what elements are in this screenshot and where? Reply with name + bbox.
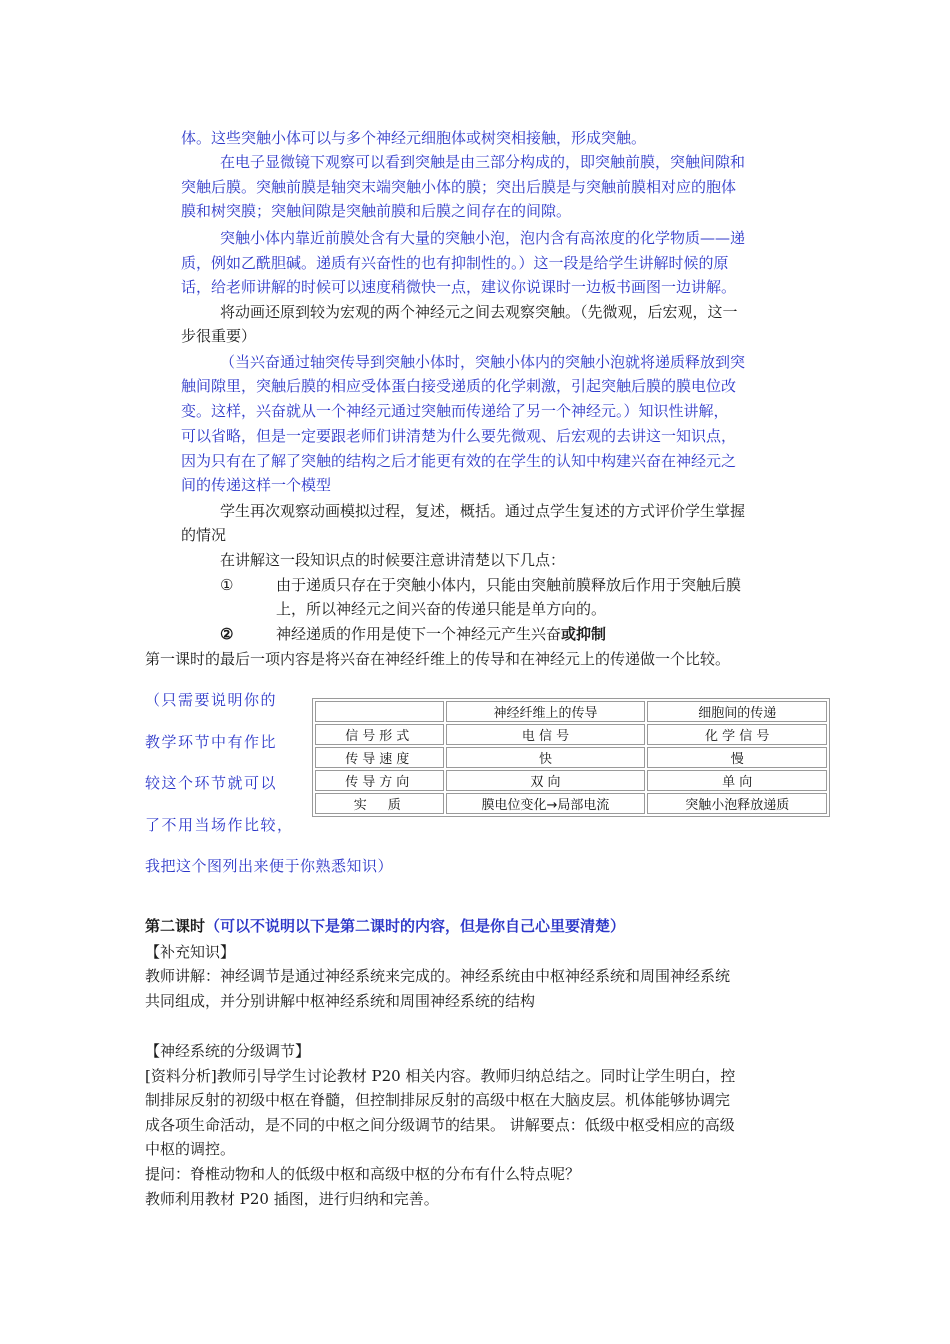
subheading: 【神经系统的分级调节】 — [145, 1042, 311, 1060]
text-line: 膜和树突膜；突触间隙是突触前膜和后膜之间存在的间隙。 — [181, 202, 572, 220]
side-note-line: （只需要说明你的 — [145, 691, 278, 709]
point-text-emphasis: 或抑制 — [561, 625, 607, 643]
text-line: 共同组成，并分别讲解中枢神经系统和周围神经系统的结构 — [145, 992, 536, 1010]
side-note-line: 教学环节中有作比 — [145, 733, 278, 751]
point-text-main: 神经递质的作用是使下一个神经元产生兴奋 — [276, 625, 562, 643]
table-row — [315, 793, 827, 814]
text-line: 教师讲解：神经调节是通过神经系统来完成的。神经系统由中枢神经系统和周围神经系统 — [145, 967, 731, 985]
table-cell: 实 质 — [315, 793, 444, 814]
table-cell: 化 学 信 号 — [647, 724, 827, 745]
text-line: 在讲解这一段知识点的时候要注意讲清楚以下几点： — [220, 551, 566, 569]
text-line: 可以省略，但是一定要跟老师们讲清楚为什么要先微观、后宏观的去讲这一知识点， — [181, 427, 737, 445]
table-header-row — [315, 701, 827, 722]
text-line: （当兴奋通过轴突传导到突触小体时，突触小体内的突触小泡就将递质释放到突 — [220, 353, 746, 371]
table-cell: 膜电位变化→局部电流 — [446, 793, 646, 814]
text-line: 触间隙里，突触后膜的相应受体蛋白接受递质的化学刺激，引起突触后膜的膜电位改 — [181, 377, 737, 395]
text-line: 教师利用教材 P20 插图，进行归纳和完善。 — [145, 1190, 439, 1208]
table-cell: 突触小泡释放递质 — [647, 793, 827, 814]
point-text: 上，所以神经元之间兴奋的传递只能是单方向的。 — [276, 600, 607, 618]
side-note-line: 了不用当场作比较， — [145, 816, 294, 834]
text-line: 在电子显微镜下观察可以看到突触是由三部分构成的，即突触前膜，突触间隙和 — [220, 153, 746, 171]
table-header-cell: 细胞间的传递 — [647, 701, 827, 722]
text-line: 提问：脊椎动物和人的低级中枢和高级中枢的分布有什么特点呢？ — [145, 1165, 581, 1183]
section-title-note: （可以不说明以下是第二课时的内容，但是你自己心里要清楚） — [205, 917, 626, 935]
text-line: 成各项生命活动，是不同的中枢之间分级调节的结果。 讲解要点：低级中枢受相应的高级 — [145, 1116, 735, 1134]
text-line: 的情况 — [181, 526, 227, 544]
text-line: 学生再次观察动画模拟过程，复述，概括。通过点学生复述的方式评价学生掌握 — [220, 502, 746, 520]
table-row — [315, 747, 827, 768]
table-header-cell — [315, 701, 444, 722]
table-cell: 传导速度 — [315, 747, 444, 768]
section-heading — [145, 914, 625, 938]
text-line: 因为只有在了解了突触的结构之后才能更有效的在学生的认知中构建兴奋在神经元之 — [181, 452, 737, 470]
table-header-cell: 神经纤维上的传导 — [446, 701, 646, 722]
section-title: 第二课时 — [145, 917, 206, 935]
subheading: 【补充知识】 — [145, 943, 236, 961]
table-cell: 单 向 — [647, 770, 827, 791]
table-cell: 双 向 — [446, 770, 646, 791]
text-line: [资料分析]教师引导学生讨论教材 P20 相关内容。教师归纳总结之。同时让学生明白，控 — [145, 1067, 736, 1085]
table-cell: 快 — [446, 747, 646, 768]
point-text — [276, 622, 606, 646]
point-text: 由于递质只存在于突触小体内，只能由突触前膜释放后作用于突触后膜 — [276, 576, 742, 594]
text-line: 突触后膜。突触前膜是轴突末端突触小体的膜；突出后膜是与突触前膜相对应的胞体 — [181, 178, 737, 196]
text-line: 变。这样，兴奋就从一个神经元通过突触而传递给了另一个神经元。）知识性讲解， — [181, 402, 729, 420]
table-cell: 传导方向 — [315, 770, 444, 791]
text-line: 质，例如乙酰胆碱。递质有兴奋性的也有抑制性的。）这一段是给学生讲解时候的原 — [181, 254, 729, 272]
text-line: 第一课时的最后一项内容是将兴奋在神经纤维上的传导和在神经元上的传递做一个比较。 — [145, 650, 731, 668]
text-line: 体。这些突触小体可以与多个神经元细胞体或树突相接触，形成突触。 — [181, 129, 647, 147]
table-cell: 信号形式 — [315, 724, 444, 745]
point-number: ② — [220, 625, 234, 643]
text-line: 将动画还原到较为宏观的两个神经元之间去观察突触。（先微观，后宏观，这一 — [220, 303, 738, 321]
point-number: ① — [220, 576, 234, 594]
table-cell: 电 信 号 — [446, 724, 646, 745]
text-line: 中枢的调控。 — [145, 1140, 236, 1158]
table-row — [315, 770, 827, 791]
table-row — [315, 724, 827, 745]
side-note-line: 我把这个图列出来便于你熟悉知识） — [145, 857, 394, 875]
text-line: 话，给老师讲解的时候可以速度稍微快一点，建议你说课时一边板书画图一边讲解。 — [181, 278, 737, 296]
table-cell: 慢 — [647, 747, 827, 768]
side-note-line: 较这个环节就可以 — [145, 774, 278, 792]
text-line: 突触小体内靠近前膜处含有大量的突触小泡，泡内含有高浓度的化学物质——递 — [220, 229, 746, 247]
text-line: 制排尿反射的初级中枢在脊髓，但控制排尿反射的高级中枢在大脑皮层。机体能够协调完 — [145, 1091, 731, 1109]
text-line: 步很重要） — [181, 327, 257, 345]
text-line: 间的传递这样一个模型 — [181, 476, 332, 494]
comparison-table — [312, 698, 830, 817]
